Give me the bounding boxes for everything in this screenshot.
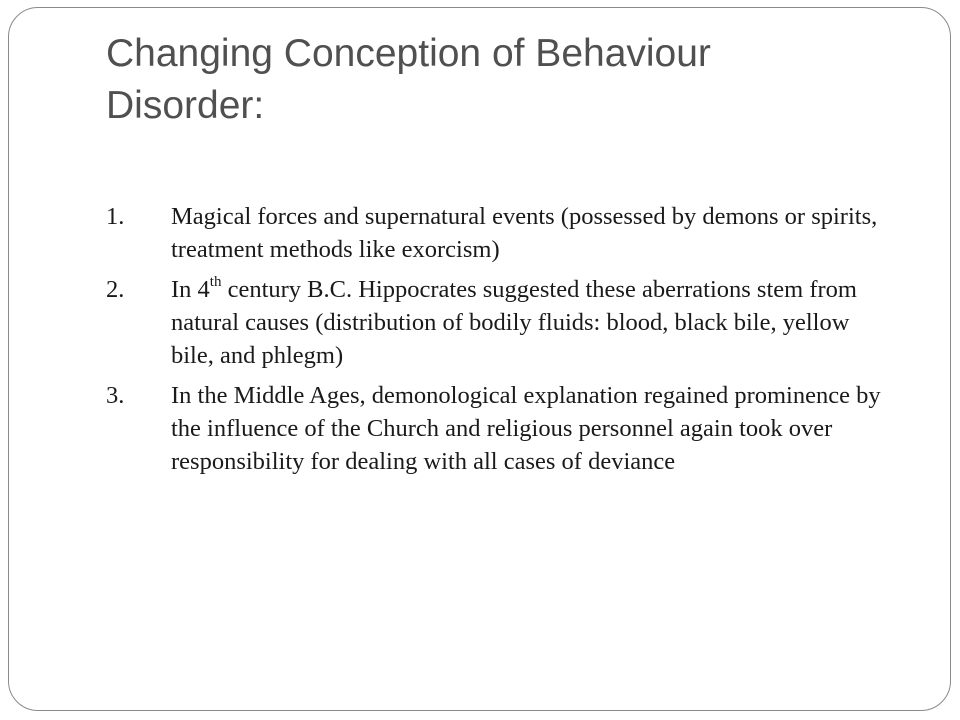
- numbered-list: [106, 200, 886, 485]
- list-item-text: Magical forces and supernatural events (possessed by demons or spirits, treatment methods like exorcism): [171, 203, 878, 263]
- list-item-1: [106, 200, 886, 266]
- list-item-number: 1.: [106, 203, 125, 230]
- list-item-3: [106, 379, 886, 478]
- list-item-text: In the Middle Ages, demonological explanation regained prominence by the influence of the Church and religious personnel again took over responsibility for dealing with all cases of deviance: [171, 382, 881, 475]
- list-item-text-rest: century B.C. Hippocrates suggested these aberrations stem from natural causes (distribution of bodily fluids: blood, black bile, yellow bile, and phlegm): [171, 276, 857, 369]
- list-item-2: [106, 273, 886, 372]
- list-item-number: 3.: [106, 382, 125, 409]
- ordinal-superscript: th: [209, 273, 222, 290]
- slide-title: Changing Conception of Behaviour Disorder:: [106, 32, 711, 127]
- list-item-text: [171, 273, 857, 369]
- list-item-number: 2.: [106, 276, 125, 303]
- list-item-text-start: In 4: [171, 276, 210, 303]
